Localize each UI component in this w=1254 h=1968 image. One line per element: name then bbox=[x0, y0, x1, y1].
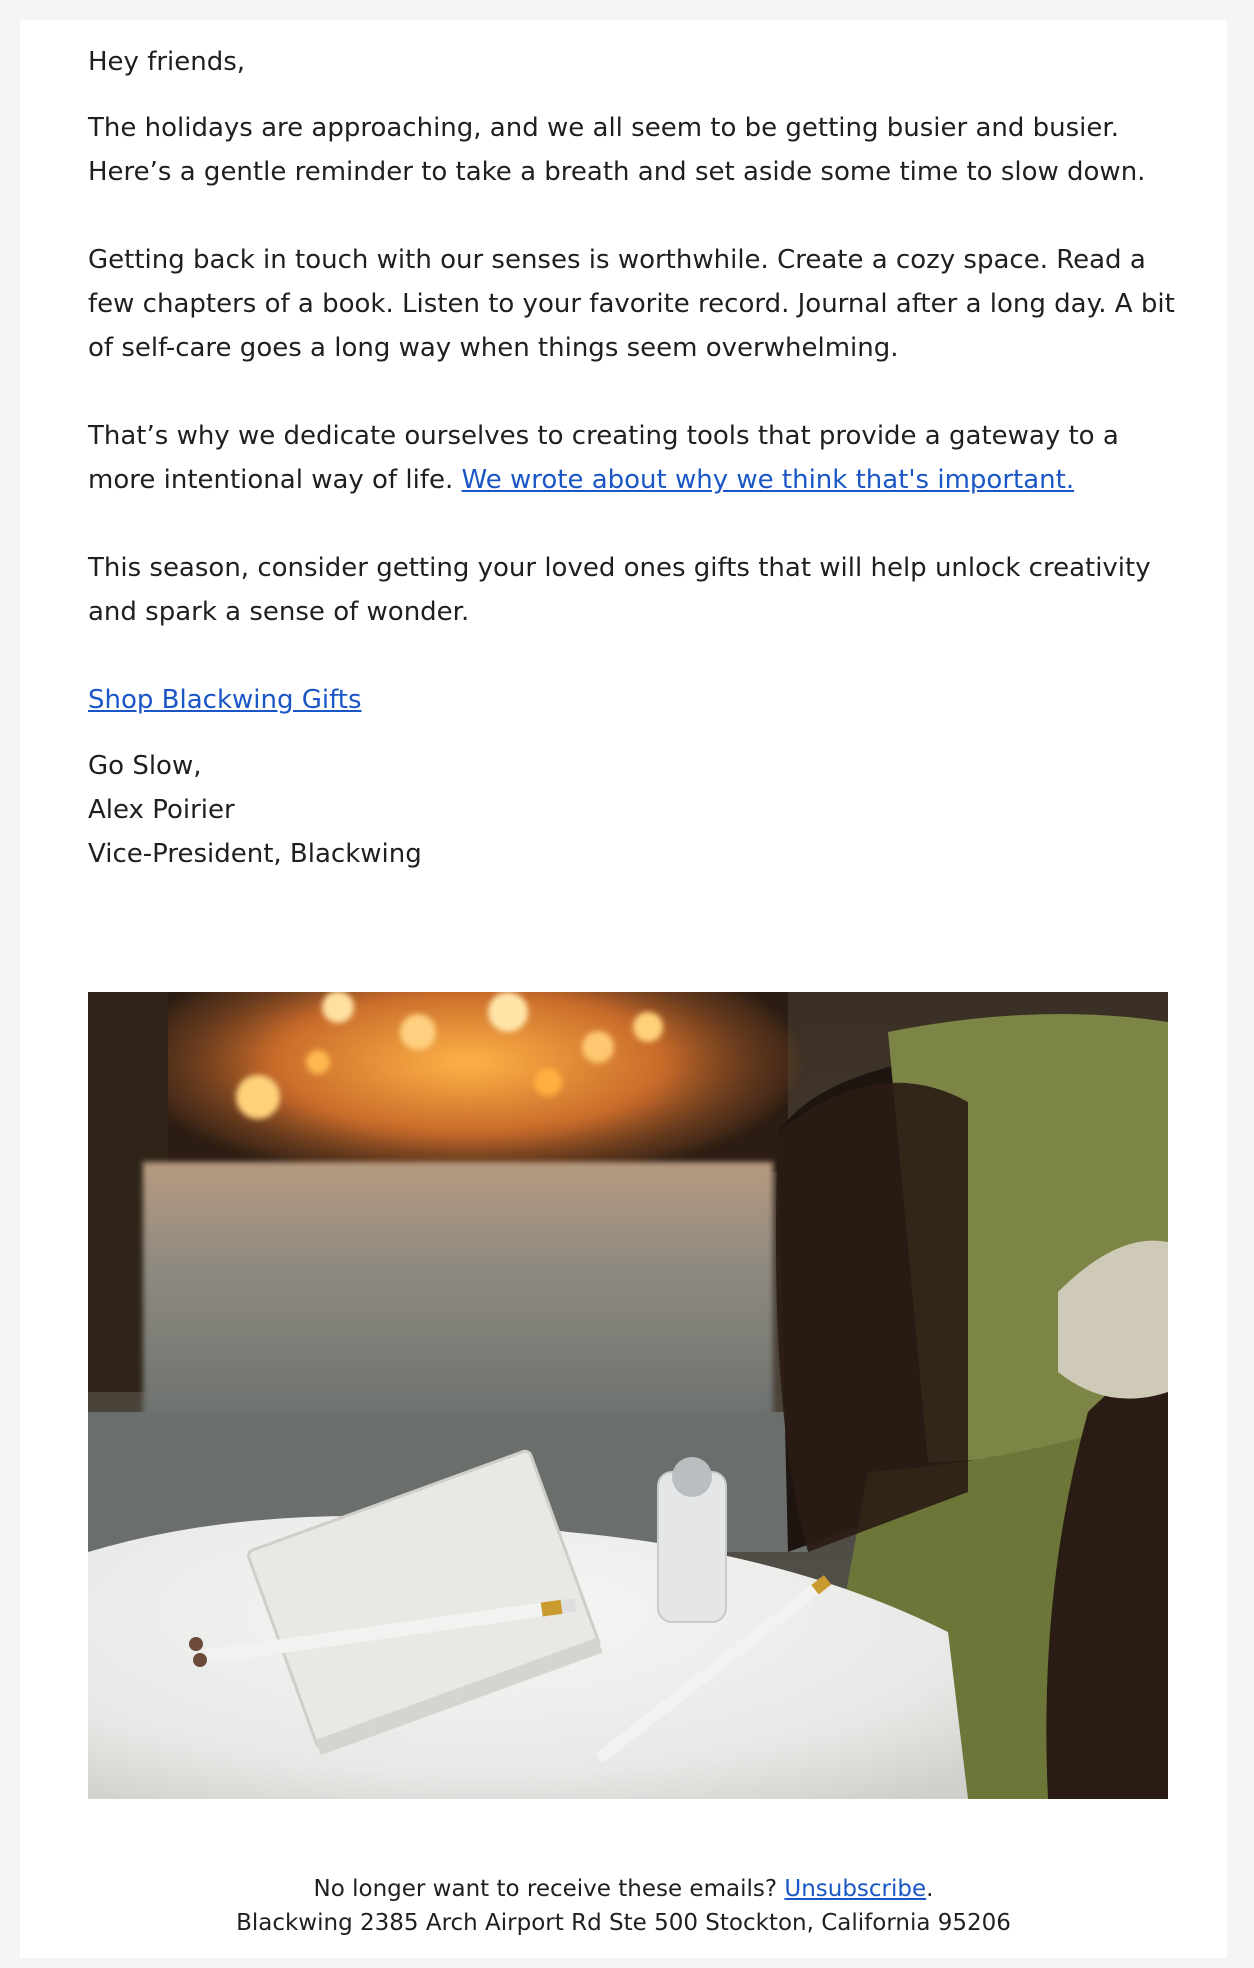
signature-title: Vice-President, Blackwing bbox=[88, 839, 422, 869]
paragraph-3 bbox=[88, 414, 1178, 502]
unsubscribe-prompt: No longer want to receive these emails? bbox=[313, 1876, 778, 1902]
greeting: Hey friends, bbox=[88, 47, 246, 77]
unsubscribe-period: . bbox=[926, 1876, 934, 1902]
paragraph-2: Getting back in touch with our senses is worthwhile. Create a cozy space. Read a few chapters of a book. Listen to your favorite record. Journal after a long day. A bit of self-care goes a long way when things seem overwhelming. bbox=[88, 245, 1175, 363]
article-link[interactable]: We wrote about why we think that's important. bbox=[461, 465, 1075, 495]
email-body bbox=[88, 40, 1178, 876]
fireside-scene-image bbox=[88, 992, 1168, 1799]
paragraph-1: The holidays are approaching, and we all seem to be getting busier and busier. Here’s a gentle reminder to take a breath and set aside some time to slow down. bbox=[88, 113, 1146, 187]
company-address: Blackwing 2385 Arch Airport Rd Ste 500 Stockton, California 95206 bbox=[236, 1910, 1011, 1936]
unsubscribe-link[interactable]: Unsubscribe bbox=[784, 1876, 927, 1902]
signature-name: Alex Poirier bbox=[88, 795, 235, 825]
unsubscribe-line bbox=[20, 1872, 1227, 1906]
email-footer bbox=[20, 1872, 1227, 1940]
shop-gifts-link[interactable]: Shop Blackwing Gifts bbox=[88, 685, 362, 715]
email-card bbox=[20, 20, 1227, 1958]
product-photo bbox=[88, 992, 1168, 1799]
paragraph-3-text: That’s why we dedicate ourselves to creating tools that provide a gateway to a more intentional way of life. bbox=[88, 421, 1119, 495]
signature-closing: Go Slow, bbox=[88, 751, 202, 781]
signature bbox=[88, 744, 1178, 876]
paragraph-4: This season, consider getting your loved ones gifts that will help unlock creativity and spark a sense of wonder. bbox=[88, 553, 1151, 627]
shop-link-row bbox=[88, 678, 1178, 722]
